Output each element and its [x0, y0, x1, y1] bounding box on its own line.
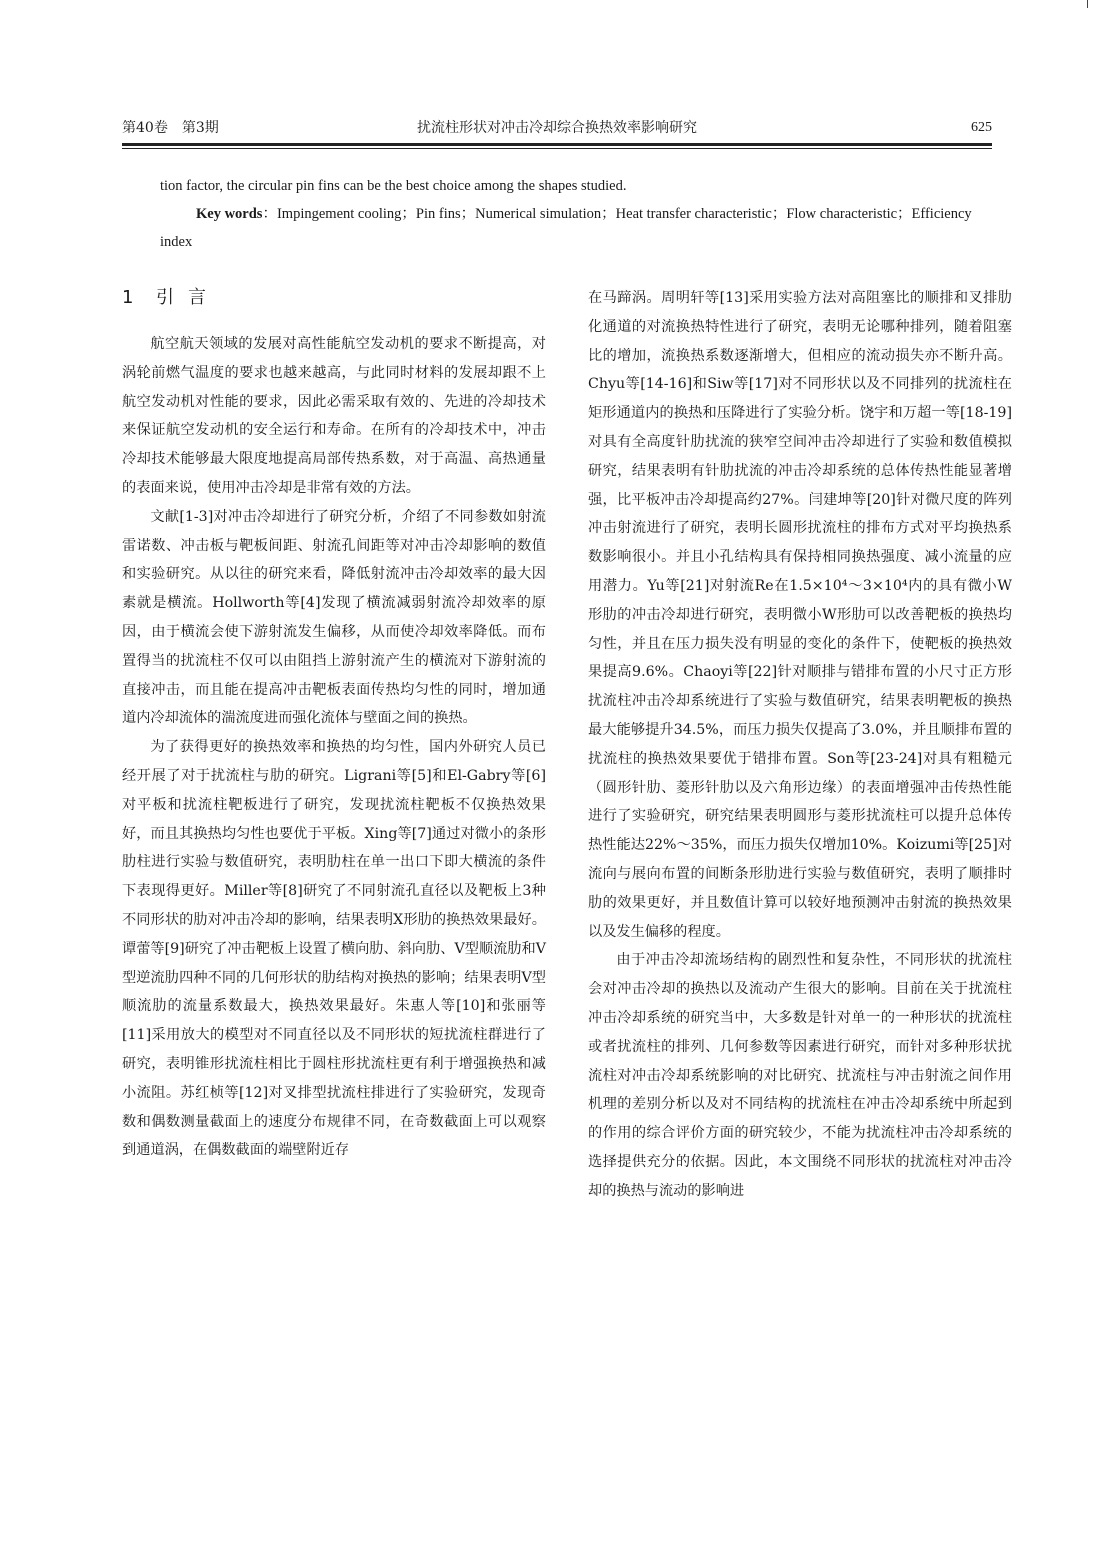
paragraph: 文献[1-3]对冲击冷却进行了研究分析，介绍了不同参数如射流雷诺数、冲击板与靶板间距、射流孔间距等对冲击冷却影响的数值和实验研究。从以往的研究来看，降低射流冲击冷却效率的最大因素就是横流。Hollworth等[4]发现了横流减弱射流冷却效率的原因，由于横流会使下游射流发生偏移，从而使冷却效率降低。而布置得当的扰流柱不仅可以由阻挡上游射流产生的横流对下游射流的直接冲击，而且能在提高冲击靶板表面传热均匀性的同时，增加通道内冷却流体的湍流度进而强化流体与壁面之间的换热。: [122, 508, 546, 727]
header-rule-thin: [122, 148, 992, 149]
page-number: 625: [971, 120, 992, 135]
header-rule-thick: [122, 143, 992, 146]
abstract-block: [160, 172, 980, 256]
section-heading: [122, 284, 546, 312]
keywords-label: Key words: [196, 206, 263, 222]
paragraph: 在马蹄涡。周明轩等[13]采用实验方法对高阻塞比的顺排和叉排肋化通道的对流换热特性进行了研究，表明无论哪种排列，随着阻塞比的增加，流换热系数逐渐增大，但相应的流动损失亦不断升高。Chyu等[14-16]和Siw等[17]对不同形状以及不同排列的扰流柱在矩形通道内的换热和压降进行了实验分析。饶宇和万超一等[18-19]对具有全高度针肋扰流的狭窄空间冲击冷却进行了实验和数值模拟研究，结果表明有针肋扰流的冲击冷却系统的总体传热性能显著增强，比平板冲击冷却提高约27%。闫建坤等[20]针对微尺度的阵列冲击射流进行了研究，表明长圆形扰流柱的排布方式对平均换热系数影响很小。并且小孔结构具有保持相同换热强度、减小流量的应用潜力。Yu等[21]对射流Re在1.5×10⁴～3×10⁴内的具有微小W形肋的冲击冷却进行研究，表明微小W形肋可以改善靶板的换热均匀性，并且在压力损失没有明显的变化的条件下，使靶板的换热效果提高9.6%。Chaoyi等[22]针对顺排与错排布置的小尺寸正方形扰流柱冲击冷却系统进行了实验与数值研究，结果表明靶板的换热最大能够提升34.5%，而压力损失仅提高了3.0%，并且顺排布置的扰流柱的换热效果要优于错排布置。Son等[23-24]对具有粗糙元（圆形针肋、菱形针肋以及六角形边缘）的表面增强冲击传热性能进行了实验研究，研究结果表明圆形与菱形扰流柱可以提升总体传热性能达22%～35%，而压力损失仅增加10%。Koizumi等[25]对流向与展向布置的间断条形肋进行实验与数值研究，表明了顺排时肋的效果更好，并且数值计算可以较好地预测冲击射流的换热效果以及发生偏移的程度。: [588, 290, 1012, 940]
running-title: 扰流柱形状对冲击冷却综合换热效率影响研究: [417, 120, 697, 136]
volume-issue: 第40卷 第3期: [122, 120, 219, 136]
running-head: [122, 118, 992, 138]
paragraph: 为了获得更好的换热效率和换热的均匀性，国内外研究人员已经开展了对于扰流柱与肋的研究。Ligrani等[5]和El-Gabry等[6]对平板和扰流柱靶板进行了研究，发现扰流柱靶板不仅换热效果好，而且其换热均匀性也要优于平板。Xing等[7]通过对微小的条形肋柱进行实验与数值研究，表明肋柱在单一出口下即大横流的条件下表现得更好。Miller等[8]研究了不同射流孔直径以及靶板上3种不同形状的肋对冲击冷却的影响，结果表明X形肋的换热效果最好。谭蕾等[9]研究了冲击靶板上设置了横向肋、斜向肋、V型顺流肋和V型逆流肋四种不同的几何形状的肋结构对换热的影响；结果表明V型顺流肋的流量系数最大，换热效果最好。朱惠人等[10]和张丽等[11]采用放大的模型对不同直径以及不同形状的短扰流柱群进行了研究，表明锥形扰流柱相比于圆柱形扰流柱更有利于增强换热和减小流阻。苏红桢等[12]对叉排型扰流柱排进行了实验研究，发现奇数和偶数测量截面上的速度分布规律不同，在奇数截面上可以观察到通道涡，在偶数截面的端壁附近存: [122, 739, 546, 1159]
left-column: [122, 284, 546, 1165]
paragraph: 航空航天领域的发展对高性能航空发动机的要求不断提高，对涡轮前燃气温度的要求也越来越高，与此同时材料的发展却跟不上航空发动机对性能的要求，因此必需采取有效的、先进的冷却技术来保证航空发动机的安全运行和寿命。在所有的冷却技术中，冲击冷却技术能够最大限度地提高局部传热系数，对于高温、高热通量的表面来说，使用冲击冷却是非常有效的方法。: [122, 336, 546, 496]
right-column: [588, 284, 1012, 1206]
section-title: 引言: [156, 287, 220, 308]
abstract-tail: tion factor, the circular pin fins can be the best choice among the shapes studied.: [160, 178, 627, 194]
section-number: 1: [122, 287, 136, 308]
keywords: [160, 200, 980, 256]
crop-mark: [1087, 0, 1088, 8]
paragraph: 由于冲击冷却流场结构的剧烈性和复杂性，不同形状的扰流柱会对冲击冷却的换热以及流动产生很大的影响。目前在关于扰流柱冲击冷却系统的研究当中，大多数是针对单一的一种形状的扰流柱或者扰流柱的排列、几何参数等因素进行研究，而针对多种形状扰流柱对冲击冷却系统影响的对比研究、扰流柱与冲击射流之间作用机理的差别分析以及对不同结构的扰流柱在冲击冷却系统中所起到的作用的综合评价方面的研究较少，不能为扰流柱冲击冷却系统的选择提供充分的依据。因此，本文围绕不同形状的扰流柱对冲击冷却的换热与流动的影响进: [588, 952, 1012, 1199]
keywords-text: ：Impingement cooling；Pin fins；Numerical simulation；Heat transfer characteristic；Flow characteristic；Efficiency index: [160, 206, 972, 250]
